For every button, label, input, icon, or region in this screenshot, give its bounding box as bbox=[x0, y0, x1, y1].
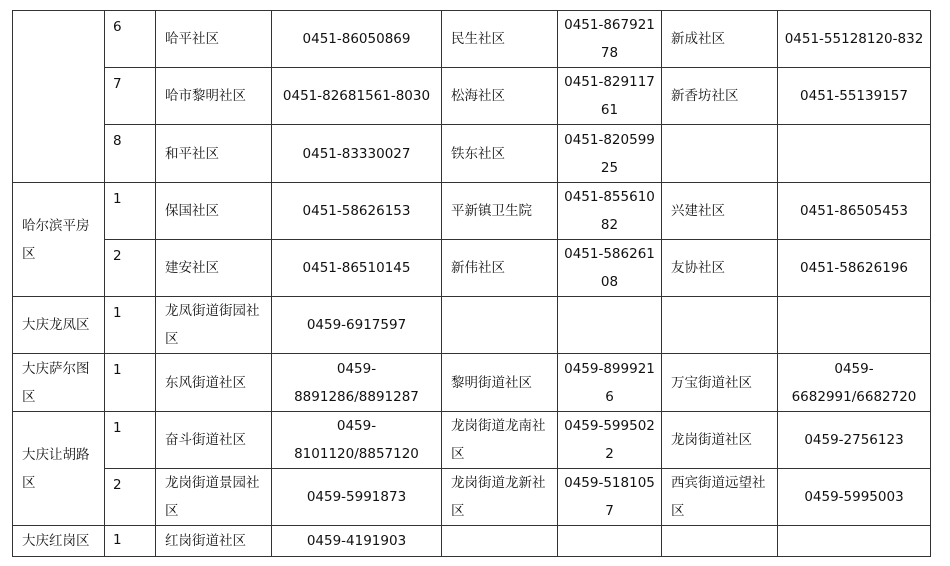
phone-number: 0459-6917597 bbox=[272, 297, 442, 354]
phone-number bbox=[558, 297, 662, 354]
row-number: 8 bbox=[105, 125, 156, 183]
community-name: 和平社区 bbox=[156, 125, 272, 183]
phone-number: 0451-82911761 bbox=[558, 68, 662, 125]
community-contact-table bbox=[12, 10, 931, 557]
phone-number: 0459-5995003 bbox=[778, 469, 931, 526]
phone-number: 0451-55139157 bbox=[778, 68, 931, 125]
community-name: 建安社区 bbox=[156, 240, 272, 297]
phone-number: 0451-82681561-8030 bbox=[272, 68, 442, 125]
row-number: 1 bbox=[105, 183, 156, 240]
phone-number: 0459-8891286/8891287 bbox=[272, 354, 442, 412]
table-row bbox=[13, 469, 931, 526]
phone-number: 0459-4191903 bbox=[272, 526, 442, 557]
table-row bbox=[13, 354, 931, 412]
phone-number: 0459-8101120/8857120 bbox=[272, 412, 442, 469]
community-name: 东风街道社区 bbox=[156, 354, 272, 412]
phone-number: 0451-55128120-832 bbox=[778, 11, 931, 68]
community-name: 新香坊社区 bbox=[662, 68, 778, 125]
community-name: 龙岗街道龙新社区 bbox=[442, 469, 558, 526]
community-name bbox=[662, 125, 778, 183]
phone-number bbox=[558, 526, 662, 557]
row-number: 1 bbox=[105, 354, 156, 412]
table-row bbox=[13, 240, 931, 297]
community-name: 友协社区 bbox=[662, 240, 778, 297]
phone-number: 0451-86505453 bbox=[778, 183, 931, 240]
community-name: 铁东社区 bbox=[442, 125, 558, 183]
phone-number bbox=[778, 297, 931, 354]
phone-number: 0451-58626153 bbox=[272, 183, 442, 240]
community-name bbox=[442, 526, 558, 557]
row-number: 1 bbox=[105, 526, 156, 557]
table-row bbox=[13, 11, 931, 68]
community-name bbox=[442, 297, 558, 354]
table-row bbox=[13, 412, 931, 469]
district-cell: 大庆龙凤区 bbox=[13, 297, 105, 354]
phone-number bbox=[778, 125, 931, 183]
phone-number: 0451-83330027 bbox=[272, 125, 442, 183]
phone-number: 0459-5181057 bbox=[558, 469, 662, 526]
community-name: 黎明街道社区 bbox=[442, 354, 558, 412]
community-name: 龙凤街道街园社区 bbox=[156, 297, 272, 354]
community-name: 平新镇卫生院 bbox=[442, 183, 558, 240]
row-number: 6 bbox=[105, 11, 156, 68]
district-cell: 哈尔滨平房区 bbox=[13, 183, 105, 297]
phone-number: 0459-8999216 bbox=[558, 354, 662, 412]
row-number: 1 bbox=[105, 297, 156, 354]
community-name: 松海社区 bbox=[442, 68, 558, 125]
row-number: 2 bbox=[105, 469, 156, 526]
community-name: 兴建社区 bbox=[662, 183, 778, 240]
table-row bbox=[13, 125, 931, 183]
table-row bbox=[13, 68, 931, 125]
row-number: 2 bbox=[105, 240, 156, 297]
table-row bbox=[13, 297, 931, 354]
phone-number: 0459-2756123 bbox=[778, 412, 931, 469]
district-cell: 大庆萨尔图区 bbox=[13, 354, 105, 412]
community-name: 龙岗街道社区 bbox=[662, 412, 778, 469]
phone-number: 0459-6682991/6682720 bbox=[778, 354, 931, 412]
community-name: 民生社区 bbox=[442, 11, 558, 68]
community-name: 新伟社区 bbox=[442, 240, 558, 297]
district-cell: 大庆红岗区 bbox=[13, 526, 105, 557]
phone-number: 0459-5995022 bbox=[558, 412, 662, 469]
community-name: 保国社区 bbox=[156, 183, 272, 240]
phone-number: 0451-85561082 bbox=[558, 183, 662, 240]
community-name bbox=[662, 297, 778, 354]
row-number: 1 bbox=[105, 412, 156, 469]
table-row bbox=[13, 526, 931, 557]
row-number: 7 bbox=[105, 68, 156, 125]
community-name: 新成社区 bbox=[662, 11, 778, 68]
community-name bbox=[662, 526, 778, 557]
phone-number: 0459-5991873 bbox=[272, 469, 442, 526]
community-name: 龙岗街道龙南社区 bbox=[442, 412, 558, 469]
phone-number: 0451-82059925 bbox=[558, 125, 662, 183]
community-name: 龙岗街道景园社区 bbox=[156, 469, 272, 526]
table-row bbox=[13, 183, 931, 240]
phone-number bbox=[778, 526, 931, 557]
district-cell: 大庆让胡路区 bbox=[13, 412, 105, 526]
phone-number: 0451-58626196 bbox=[778, 240, 931, 297]
community-name: 西宾街道远望社区 bbox=[662, 469, 778, 526]
phone-number: 0451-58626108 bbox=[558, 240, 662, 297]
community-name: 红岗街道社区 bbox=[156, 526, 272, 557]
community-name: 哈平社区 bbox=[156, 11, 272, 68]
district-cell bbox=[13, 11, 105, 183]
phone-number: 0451-86510145 bbox=[272, 240, 442, 297]
community-name: 万宝街道社区 bbox=[662, 354, 778, 412]
community-name: 奋斗街道社区 bbox=[156, 412, 272, 469]
phone-number: 0451-86792178 bbox=[558, 11, 662, 68]
phone-number: 0451-86050869 bbox=[272, 11, 442, 68]
community-name: 哈市黎明社区 bbox=[156, 68, 272, 125]
